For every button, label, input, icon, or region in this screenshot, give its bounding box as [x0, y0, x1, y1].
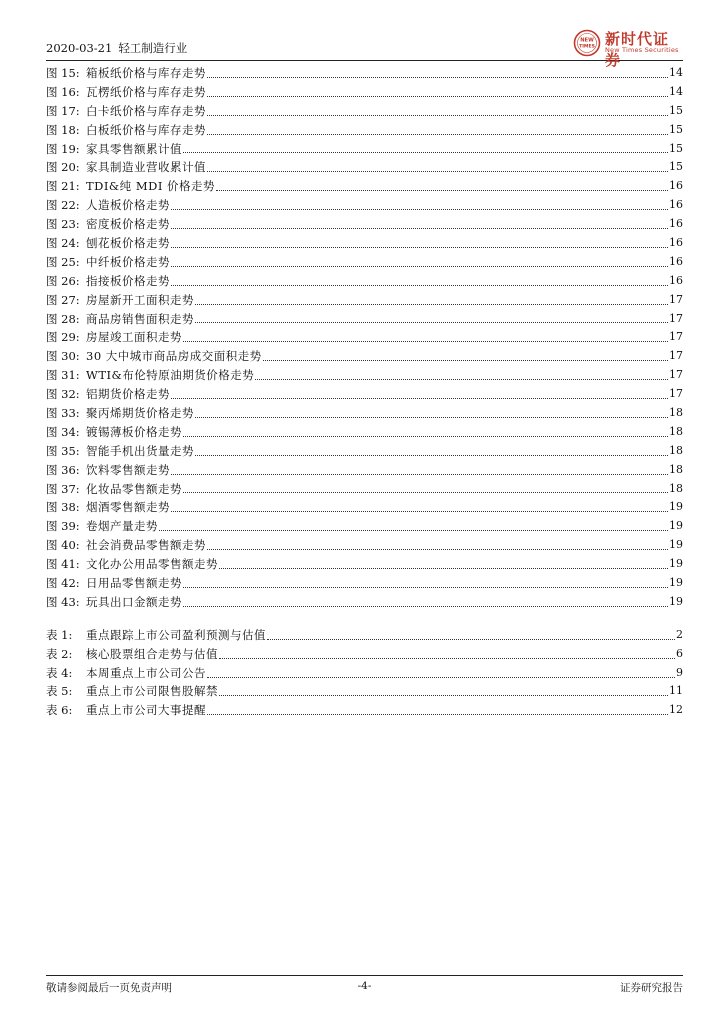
entry-number: 图 43:	[46, 594, 80, 609]
dot-leader	[207, 677, 675, 678]
entry-title: 指接板价格走势	[86, 273, 170, 288]
entry-number: 图 38:	[46, 500, 80, 515]
entry-number: 图 42:	[46, 576, 80, 591]
dot-leader	[171, 474, 668, 475]
entry-page: 18	[669, 462, 683, 476]
entry-number: 图 17:	[46, 103, 80, 118]
entry-page: 19	[669, 538, 683, 552]
toc-entry[interactable]	[46, 366, 683, 385]
dot-leader	[195, 417, 668, 418]
toc-entry[interactable]	[46, 701, 683, 720]
toc-entry[interactable]	[46, 517, 683, 536]
figure-list	[46, 64, 683, 612]
toc-entry[interactable]	[46, 310, 683, 329]
dot-leader	[183, 341, 668, 342]
entry-title: 家具制造业营收累计值	[86, 160, 206, 175]
dot-leader	[171, 247, 668, 248]
entry-title: 白卡纸价格与库存走势	[86, 103, 206, 118]
entry-page: 16	[669, 254, 683, 268]
entry-number: 图 23:	[46, 217, 80, 232]
entry-page: 12	[669, 703, 683, 717]
toc-entry[interactable]	[46, 347, 683, 366]
entry-page: 16	[669, 198, 683, 212]
dot-leader	[183, 492, 668, 493]
page-header	[46, 26, 683, 69]
entry-title: 智能手机出货量走势	[86, 443, 194, 458]
toc-entry[interactable]	[46, 664, 683, 683]
entry-page: 18	[669, 443, 683, 457]
entry-page: 16	[669, 273, 683, 287]
entry-page: 15	[669, 103, 683, 117]
entry-page: 14	[669, 84, 683, 98]
entry-page: 19	[669, 557, 683, 571]
report-type: 证券研究报告	[620, 982, 683, 994]
entry-page: 17	[669, 330, 683, 344]
entry-title: TDI&纯 MDI 价格走势	[86, 179, 216, 194]
dot-leader	[195, 322, 668, 323]
entry-title: 30 大中城市商品房成交面积走势	[86, 349, 262, 364]
dot-leader	[171, 228, 668, 229]
entry-number: 图 27:	[46, 292, 80, 307]
entry-number: 图 19:	[46, 141, 80, 156]
toc-entry[interactable]	[46, 253, 683, 272]
toc-entry[interactable]	[46, 215, 683, 234]
entry-number: 图 36:	[46, 462, 80, 477]
toc-entry[interactable]	[46, 442, 683, 461]
entry-title: 聚丙烯期货价格走势	[86, 406, 194, 421]
entry-title: 白板纸价格与库存走势	[86, 122, 206, 137]
entry-number: 图 37:	[46, 481, 80, 496]
toc-entry[interactable]	[46, 291, 683, 310]
entry-title: 本周重点上市公司公告	[86, 665, 206, 680]
entry-title: 饮料零售额走势	[86, 462, 170, 477]
dot-leader	[263, 360, 668, 361]
dot-leader	[183, 152, 668, 153]
entry-page: 18	[669, 406, 683, 420]
entry-number: 图 25:	[46, 254, 80, 269]
toc-entry[interactable]	[46, 555, 683, 574]
toc-entry[interactable]	[46, 272, 683, 291]
dot-leader	[207, 96, 668, 97]
industry-name: 轻工制造行业	[118, 41, 188, 55]
toc-entry[interactable]	[46, 461, 683, 480]
entry-number: 图 33:	[46, 406, 80, 421]
entry-page: 6	[676, 646, 683, 660]
entry-title: 文化办公用品零售额走势	[86, 557, 218, 572]
entry-number: 图 32:	[46, 387, 80, 402]
page-footer	[46, 975, 683, 996]
entry-number: 图 24:	[46, 236, 80, 250]
entry-title: 房屋新开工面积走势	[86, 292, 194, 307]
entry-number: 图 34:	[46, 424, 80, 439]
dot-leader	[183, 606, 668, 607]
report-date: 2020-03-21	[46, 41, 113, 55]
svg-text:TIMES: TIMES	[579, 44, 595, 50]
entry-page: 15	[669, 141, 683, 155]
dot-leader	[171, 266, 668, 267]
entry-page: 17	[669, 387, 683, 401]
toc-entry[interactable]	[46, 328, 683, 347]
dot-leader	[207, 77, 668, 78]
entry-title: 瓦楞纸价格与库存走势	[86, 84, 206, 99]
toc-entry[interactable]	[46, 498, 683, 517]
entry-page: 15	[669, 122, 683, 136]
entry-page: 11	[669, 684, 683, 698]
entry-page: 14	[669, 65, 683, 79]
toc-entry[interactable]	[46, 626, 683, 645]
entry-page: 18	[669, 481, 683, 495]
toc-entry[interactable]	[46, 177, 683, 196]
entry-number: 图 22:	[46, 198, 80, 213]
disclaimer-note: 敬请参阅最后一页免责声明	[46, 982, 172, 994]
toc-entry[interactable]	[46, 234, 683, 253]
entry-title: 镀锡薄板价格走势	[86, 424, 182, 439]
toc-entry[interactable]	[46, 102, 683, 121]
header-meta	[46, 40, 187, 56]
entry-title: 烟酒零售额走势	[86, 500, 170, 515]
entry-page: 2	[676, 627, 683, 641]
entry-title: 社会消费品零售额走势	[86, 538, 206, 553]
toc-entry[interactable]	[46, 385, 683, 404]
toc-entry[interactable]	[46, 423, 683, 442]
dot-leader	[183, 587, 668, 588]
entry-number: 图 29:	[46, 330, 80, 345]
dot-leader	[207, 134, 668, 135]
dot-leader	[171, 398, 668, 399]
dot-leader	[171, 285, 668, 286]
entry-number: 图 20:	[46, 160, 80, 175]
entry-page: 16	[669, 179, 683, 193]
toc-entry[interactable]	[46, 536, 683, 555]
entry-title: 人造板价格走势	[86, 198, 170, 213]
toc-entry[interactable]	[46, 64, 683, 83]
dot-leader	[216, 190, 668, 191]
entry-page: 15	[669, 160, 683, 174]
entry-page: 16	[669, 217, 683, 231]
entry-page: 18	[669, 424, 683, 438]
entry-page: 17	[669, 349, 683, 363]
entry-number: 表 6:	[46, 703, 73, 718]
entry-number: 图 16:	[46, 84, 80, 99]
entry-number: 图 39:	[46, 519, 80, 534]
dot-leader	[207, 549, 668, 550]
dot-leader	[183, 436, 668, 437]
dot-leader	[171, 511, 668, 512]
dot-leader	[159, 530, 668, 531]
svg-text:NEW: NEW	[580, 37, 594, 44]
toc-entry[interactable]	[46, 158, 683, 177]
dot-leader	[195, 304, 668, 305]
entry-number: 图 21:	[46, 179, 80, 194]
dot-leader	[219, 568, 668, 569]
entry-title: 重点上市公司限售股解禁	[86, 684, 218, 699]
entry-page: 19	[669, 500, 683, 514]
logo-chinese-name: 新时代证券	[605, 30, 670, 69]
entry-title: 日用品零售额走势	[86, 576, 182, 591]
entry-number: 图 41:	[46, 557, 80, 572]
toc-entry[interactable]	[46, 683, 683, 702]
entry-number: 表 4:	[46, 665, 73, 680]
toc-entry[interactable]	[46, 593, 683, 612]
entry-page: 17	[669, 292, 683, 306]
entry-number: 图 30:	[46, 349, 80, 364]
toc-entry[interactable]	[46, 196, 683, 215]
entry-number: 图 15:	[46, 65, 80, 80]
dot-leader	[207, 115, 668, 116]
entry-title: 商品房销售面积走势	[86, 311, 194, 326]
entry-title: 重点跟踪上市公司盈利预测与估值	[86, 627, 266, 642]
entry-title: 中纤板价格走势	[86, 254, 170, 269]
toc-entry[interactable]	[46, 480, 683, 499]
toc-entry[interactable]	[46, 574, 683, 593]
logo-english-name: New Times Securities	[605, 46, 679, 54]
entry-page: 19	[669, 519, 683, 533]
page-number: -4-	[357, 980, 372, 992]
entry-title: 房屋竣工面积走势	[86, 330, 182, 345]
entry-number: 表 1:	[46, 627, 73, 642]
toc-entry[interactable]	[46, 121, 683, 140]
entry-title: 化妆品零售额走势	[86, 481, 182, 496]
table-of-contents	[46, 64, 683, 720]
entry-page: 9	[676, 665, 683, 679]
entry-title: 密度板价格走势	[86, 217, 170, 232]
table-list	[46, 626, 683, 720]
entry-number: 表 5:	[46, 684, 73, 699]
entry-title: WTI&布伦特原油期货价格走势	[86, 368, 255, 383]
dot-leader	[195, 455, 668, 456]
dot-leader	[207, 171, 668, 172]
dot-leader	[219, 658, 675, 659]
entry-title: 核心股票组合走势与估值	[86, 646, 218, 661]
entry-page: 17	[669, 311, 683, 325]
entry-number: 图 18:	[46, 122, 80, 137]
entry-title: 家具零售额累计值	[86, 141, 182, 156]
entry-number: 图 26:	[46, 273, 80, 288]
logo-seal-icon	[573, 29, 601, 57]
toc-entry[interactable]	[46, 83, 683, 102]
entry-title: 卷烟产量走势	[86, 519, 158, 534]
entry-title: 铝期货价格走势	[86, 387, 170, 402]
dot-leader	[219, 695, 668, 696]
toc-entry[interactable]	[46, 645, 683, 664]
entry-number: 图 28:	[46, 311, 80, 326]
entry-number: 图 35:	[46, 443, 80, 458]
entry-page: 16	[669, 236, 683, 249]
dot-leader	[207, 714, 668, 715]
entry-title: 刨花板价格走势	[86, 236, 170, 250]
entry-page: 19	[669, 594, 683, 608]
toc-entry[interactable]	[46, 140, 683, 159]
entry-number: 图 31:	[46, 368, 80, 383]
company-logo	[573, 27, 683, 69]
entry-number: 图 40:	[46, 538, 80, 553]
toc-entry[interactable]	[46, 404, 683, 423]
entry-title: 箱板纸价格与库存走势	[86, 65, 206, 80]
entry-title: 重点上市公司大事提醒	[86, 703, 206, 718]
entry-page: 17	[669, 368, 683, 382]
entry-title: 玩具出口金额走势	[86, 594, 182, 609]
dot-leader	[171, 209, 668, 210]
entry-number: 表 2:	[46, 646, 73, 661]
dot-leader	[267, 639, 675, 640]
entry-page: 19	[669, 576, 683, 590]
dot-leader	[255, 379, 668, 380]
